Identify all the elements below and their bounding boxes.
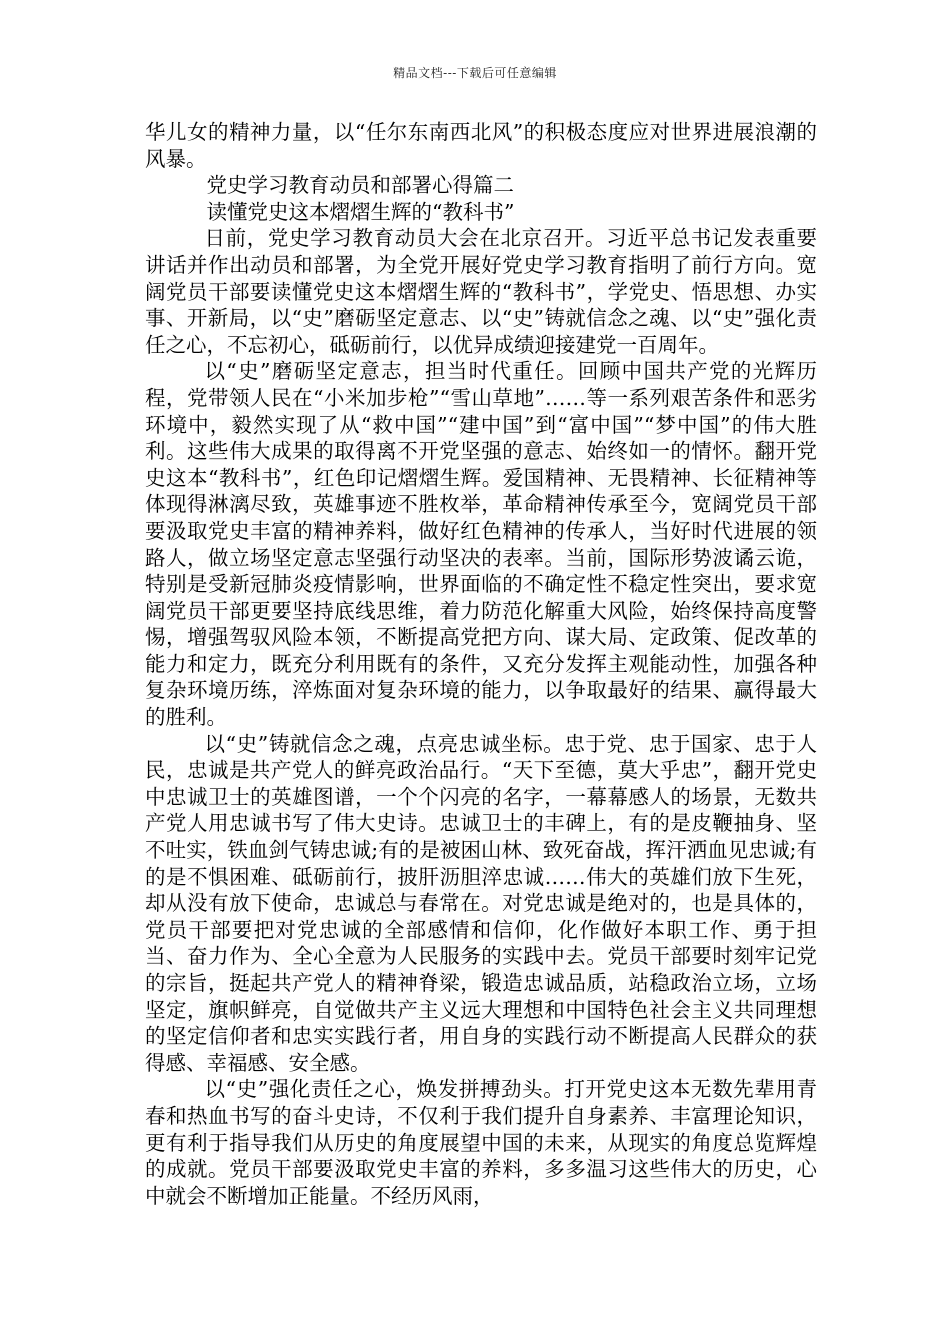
article-title: 读懂党史这本熠熠生辉的“教科书” [206, 199, 515, 224]
section-title: 党史学习教育动员和部署心得篇二 [206, 173, 514, 198]
paragraph-will: 以“史”磨砺坚定意志，担当时代重任。回顾中国共产党的光辉历程，党带领人民在“小米加步枪”“雪山草地”……等一系列艰苦条件和恶劣环境中，毅然实现了从“救中国”“建中国”到“富中国”“梦中国”的伟大胜利。这些伟大成果的取得离不开党坚强的意志、始终如一的情怀。翻开党史这本“教科书”，红色印记熠熠生辉。爱国精神、无畏精神、长征精神等体现得淋漓尽致，英雄事迹不胜枚举，革命精神传承至今，宽阔党员干部要汲取党史丰富的精神养料，做好红色精神的传承人，当好时代进展的领路人，做立场坚定意志坚强行动坚决的表率。当前，国际形势波谲云诡，特别是受新冠肺炎疫情影响，世界面临的不确定性不稳定性突出，要求宽阔党员干部更要坚持底线思维，着力防范化解重大风险，始终保持高度警惕，增强驾驭风险本领，不断提高党把方向、谋大局、定政策、促改革的能力和定力，既充分利用既有的条件，又充分发挥主观能动性，加强各种复杂环境历练，淬炼面对复杂环境的能力，以争取最好的结果、赢得最大的胜利。 [145, 359, 817, 730]
paragraph-loyalty: 以“史”铸就信念之魂，点亮忠诚坐标。忠于党、忠于国家、忠于人民，忠诚是共产党人的鲜亮政治品行。“天下至德，莫大乎忠”，翻开党史中忠诚卫士的英雄图谱，一个个闪亮的名字，一幕幕感人的场景，无数共产党人用忠诚书写了伟大史诗。忠诚卫士的丰碑上，有的是皮鞭抽身、坚不吐实，铁血剑气铸忠诚;有的是被困山林、致死奋战，挥汗洒血见忠诚;有的是不惧困难、砥砺前行，披肝沥胆淬忠诚……伟大的英雄们放下生死，却从没有放下使命，忠诚总与春常在。对党忠诚是绝对的，也是具体的，党员干部要把对党忠诚的全部感情和信仰，化作做好本职工作、勇于担当、奋力作为、全心全意为人民服务的实践中去。党员干部要时刻牢记党的宗旨，挺起共产党人的精神脊梁，锻造忠诚品质，站稳政治立场，立场坚定，旗帜鲜亮，自觉做共产主义远大理想和中国特色社会主义共同理想的坚定信仰者和忠实实践行者，用自身的实践行动不断提高人民群众的获得感、幸福感、安全感。 [145, 731, 817, 1075]
page-header: 精品文档---下载后可任意编辑 [393, 66, 557, 80]
document-body [145, 119, 817, 1209]
paragraph-responsibility: 以“史”强化责任之心，焕发拼搏劲头。打开党史这本无数先辈用青春和热血书写的奋斗史诗，不仅利于我们提升自身素养、丰富理论知识，更有利于指导我们从历史的角度展望中国的未来，从现实的角度总览辉煌的成就。党员干部要汲取党史丰富的养料，多多温习这些伟大的历史，心中就会不断增加正能量。不经历风雨， [145, 1077, 817, 1208]
paragraph-intro: 日前，党史学习教育动员大会在北京召开。习近平总书记发表重要讲话并作出动员和部署，为全党开展好党史学习教育指明了前行方向。宽阔党员干部要读懂党史这本熠熠生辉的“教科书”，学党史、悟思想、办实事、开新局，以“史”磨砺坚定意志、以“史”铸就信念之魂、以“史”强化责任之心，不忘初心，砥砺前行，以优异成绩迎接建党一百周年。 [145, 226, 817, 357]
paragraph-continued: 华儿女的精神力量，以“任尔东南西北风”的积极态度应对世界进展浪潮的风暴。 [145, 120, 817, 171]
